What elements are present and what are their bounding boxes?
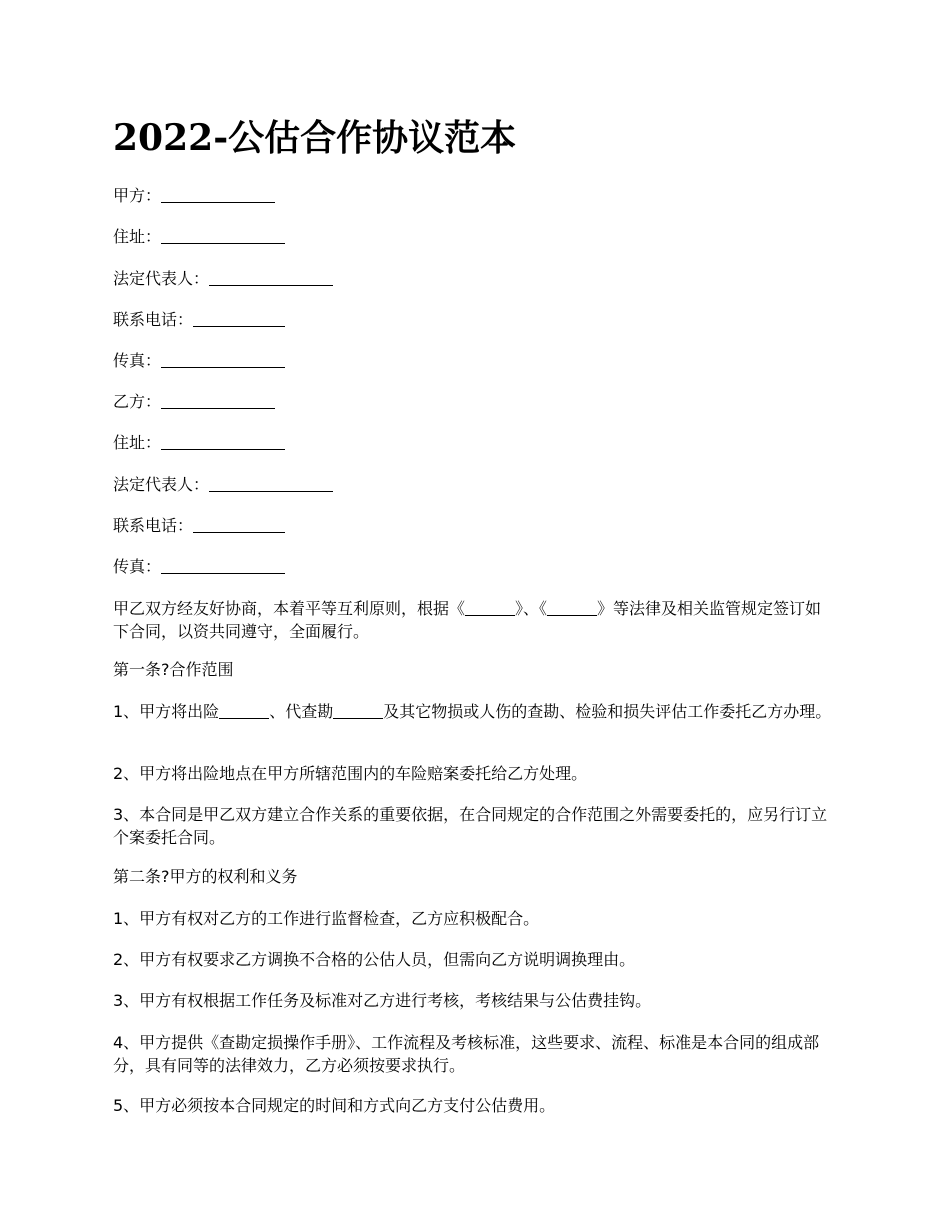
- party-b-name-label: 乙方：: [113, 392, 162, 411]
- article1-item1-text-1: 1、甲方将出险: [113, 702, 220, 721]
- party-b-phone-line: [113, 515, 285, 537]
- party-a-name-line: [113, 185, 275, 207]
- article1-item1-blank-1[interactable]: [219, 702, 269, 719]
- article1-item1-blank-2[interactable]: [333, 702, 383, 719]
- party-a-address-blank[interactable]: [161, 227, 285, 244]
- party-b-address-line: [113, 432, 285, 454]
- party-a-phone-blank[interactable]: [193, 310, 285, 327]
- article2-item1: 1、甲方有权对乙方的工作进行监督检查，乙方应积极配合。: [113, 909, 540, 928]
- party-b-fax-label: 传真：: [113, 557, 162, 576]
- article1-item3: 3、本合同是甲乙双方建立合作关系的重要依据，在合同规定的合作范围之外需要委托的，应另行订立个案委托合同。: [113, 805, 828, 847]
- party-b-address-blank[interactable]: [161, 433, 285, 450]
- party-b-rep-blank[interactable]: [209, 475, 333, 492]
- intro-text-1: 甲乙双方经友好协商，本着平等互利原则，根据《: [113, 599, 466, 618]
- article2-item4: 4、甲方提供《查勘定损操作手册》、工作流程及考核标准，这些要求、流程、标准是本合同的组成部分，具有同等的法律效力，乙方必须按要求执行。: [113, 1033, 820, 1075]
- party-b-rep-label: 法定代表人：: [113, 475, 210, 494]
- article2-item2: 2、甲方有权要求乙方调换不合格的公估人员，但需向乙方说明调换理由。: [113, 950, 636, 969]
- intro-text-3: 》等法律及相关监管规定签订如下合同，以资共同遵守，全面履行。: [113, 599, 822, 641]
- party-a-rep-label: 法定代表人：: [113, 269, 210, 288]
- party-b-fax-line: [113, 556, 285, 578]
- article1-heading: 第一条?合作范围: [113, 660, 234, 679]
- document-title: 2022-公估合作协议范本: [113, 117, 517, 159]
- party-a-rep-line: [113, 268, 333, 290]
- intro-text-2: 》、《: [515, 599, 548, 618]
- article1-item1: [113, 700, 837, 723]
- party-a-address-label: 住址：: [113, 227, 162, 246]
- article1-item1-text-3: 及其它物损或人伤的查勘、检验和损失评估工作委托乙方办理。: [383, 702, 832, 721]
- intro-paragraph: [113, 597, 837, 643]
- party-b-rep-line: [113, 474, 333, 496]
- article2-item3: 3、甲方有权根据工作任务及标准对乙方进行考核，考核结果与公估费挂钩。: [113, 991, 652, 1010]
- article1-item1-text-2: 、代查勘: [269, 702, 334, 721]
- party-b-name-line: [113, 391, 275, 413]
- party-a-name-blank[interactable]: [161, 186, 275, 203]
- party-a-address-line: [113, 226, 285, 248]
- intro-law-blank-1[interactable]: [465, 599, 515, 616]
- party-b-name-blank[interactable]: [161, 392, 275, 409]
- party-a-name-label: 甲方：: [113, 186, 162, 205]
- party-a-phone-label: 联系电话：: [113, 310, 194, 329]
- party-b-phone-label: 联系电话：: [113, 516, 194, 535]
- party-a-phone-line: [113, 309, 285, 331]
- party-a-fax-line: [113, 350, 285, 372]
- party-b-phone-blank[interactable]: [193, 516, 285, 533]
- article1-item2: 2、甲方将出险地点在甲方所辖范围内的车险赔案委托给乙方处理。: [113, 764, 588, 783]
- party-b-fax-blank[interactable]: [161, 557, 285, 574]
- party-a-fax-blank[interactable]: [161, 351, 285, 368]
- article2-heading: 第二条?甲方的权利和义务: [113, 867, 298, 886]
- intro-law-blank-2[interactable]: [547, 599, 597, 616]
- party-b-address-label: 住址：: [113, 433, 162, 452]
- article2-item5: 5、甲方必须按本合同规定的时间和方式向乙方支付公估费用。: [113, 1096, 556, 1115]
- party-a-fax-label: 传真：: [113, 351, 162, 370]
- party-a-rep-blank[interactable]: [209, 269, 333, 286]
